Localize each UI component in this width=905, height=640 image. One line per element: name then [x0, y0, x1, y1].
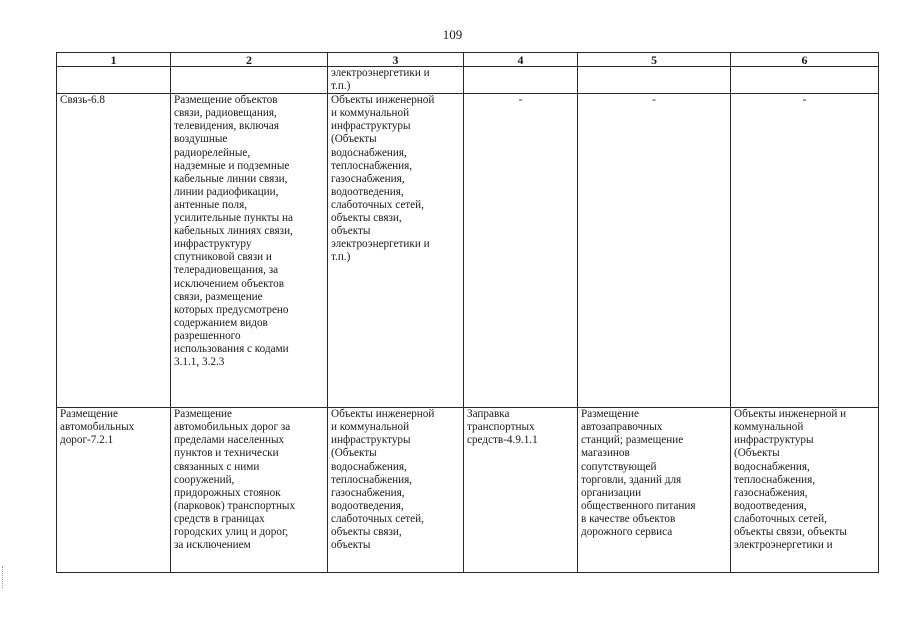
cell-text-line: воздушные: [174, 133, 228, 146]
cell-text-line: Размещение объектов: [174, 94, 278, 107]
cell-text-line: и коммунальной: [331, 107, 410, 120]
cell-text-line: которых предусмотрено: [174, 303, 289, 316]
page-number: 109: [442, 27, 463, 42]
cell-text-line: линии радиофикации,: [174, 185, 279, 198]
cell-text-line: станций; размещение: [581, 434, 684, 447]
usage-type-cell: [57, 408, 171, 573]
cell-text-line: объекты связи, объекты: [734, 526, 847, 539]
column-header: 2: [171, 53, 328, 67]
cell-text-line: водоотведения,: [331, 185, 404, 198]
cell-text-line: усилительные пункты на: [174, 212, 293, 225]
cell-text-line: сопутствующей: [581, 460, 657, 473]
cell-text-line: газоснабжения,: [331, 486, 405, 499]
table-header-row: [57, 53, 879, 67]
cell-text-line: общественного питания: [581, 499, 696, 512]
column-header: 3: [328, 53, 464, 67]
cell-text-line: теплоснабжения,: [331, 473, 413, 486]
cell-text-line: -: [802, 94, 807, 107]
column-header: 1: [57, 53, 171, 67]
cell-text-line: Заправка: [467, 408, 510, 421]
cell-text-line: средств-4.9.1.1: [467, 434, 538, 447]
cell-text-line: Объекты инженерной и: [734, 408, 847, 421]
cell-text-line: автомобильных: [60, 421, 135, 434]
cell-text-line: разрешенного: [174, 329, 241, 342]
conditional-use-cell: [464, 94, 578, 408]
cell-text-line: пределами населенных: [174, 434, 285, 447]
cell-text-line: телевидения, включая: [174, 120, 280, 133]
cell-text-line: радиорелейные,: [174, 146, 251, 159]
conditional-auxiliary-cell: [731, 94, 879, 408]
cell-text-line: и коммунальной: [331, 421, 410, 434]
cell-text-line: электроэнергетики и: [331, 238, 430, 251]
regulation-table: [56, 52, 879, 573]
usage-type-cell: [57, 67, 171, 94]
cell-text-line: водоотведения,: [734, 499, 807, 512]
cell-text-line: инфраструктуры: [331, 434, 411, 447]
conditional-use-cell: [464, 408, 578, 573]
cell-text-line: Размещение: [174, 408, 233, 421]
cell-text-line: в качестве объектов: [581, 512, 676, 525]
cell-text-line: пунктов и технически: [174, 447, 279, 460]
cell-text-line: связанных с ними: [174, 460, 260, 473]
cell-text-line: средств в границах: [174, 512, 265, 525]
cell-text-line: электроэнергетики и: [734, 539, 833, 552]
cell-text-line: использования с кодами: [174, 342, 289, 355]
cell-text-line: слаботочных сетей,: [734, 512, 827, 525]
cell-text-line: инфраструктуры: [331, 120, 411, 133]
cell-text-line: дорог-7.2.1: [60, 434, 114, 447]
cell-text-line: слаботочных сетей,: [331, 512, 424, 525]
scan-margin-mark: [2, 566, 6, 588]
cell-text-line: Размещение: [60, 408, 119, 421]
column-header: 6: [731, 53, 879, 67]
cell-text-line: надземные и подземные: [174, 159, 290, 172]
cell-text-line: 3.1.1, 3.2.3: [174, 356, 225, 369]
cell-text-line: связи, размещение: [174, 290, 263, 303]
conditional-description-cell: [578, 408, 731, 573]
cell-text-line: антенные поля,: [174, 198, 248, 211]
cell-text-line: объекты связи,: [331, 212, 402, 225]
cell-text-line: водоснабжения,: [734, 460, 810, 473]
cell-text-line: содержанием видов: [174, 316, 268, 329]
cell-text-line: (парковок) транспортных: [174, 499, 296, 512]
conditional-auxiliary-cell: [731, 408, 879, 573]
table-row: [57, 408, 879, 573]
conditional-description-cell: [578, 67, 731, 94]
cell-text-line: кабельных линиях связи,: [174, 225, 293, 238]
cell-text-line: -: [652, 94, 656, 107]
cell-text-line: городских улиц и дорог,: [174, 526, 289, 539]
cell-text-line: т.п.): [331, 251, 351, 264]
cell-text-line: объекты: [331, 539, 371, 552]
usage-type-cell: [57, 94, 171, 408]
cell-text-line: магазинов: [581, 447, 630, 460]
cell-text-line: дорожного сервиса: [581, 526, 673, 539]
cell-text-line: кабельные линии связи,: [174, 172, 288, 185]
column-header: 5: [578, 53, 731, 67]
cell-text-line: теплоснабжения,: [331, 159, 413, 172]
auxiliary-objects-cell: [328, 67, 464, 94]
cell-text-line: объекты: [331, 225, 371, 238]
cell-text-line: транспортных: [467, 421, 535, 434]
auxiliary-objects-cell: [328, 94, 464, 408]
conditional-auxiliary-cell: [731, 67, 879, 94]
cell-text-line: водоснабжения,: [331, 460, 407, 473]
column-header: 4: [464, 53, 578, 67]
conditional-use-cell: [464, 67, 578, 94]
cell-text-line: газоснабжения,: [331, 172, 405, 185]
cell-text-line: электроэнергетики и: [331, 67, 430, 79]
cell-text-line: Связь-6.8: [60, 94, 105, 107]
cell-text-line: связи, радиовещания,: [174, 107, 277, 120]
cell-text-line: автомобильных дорог за: [174, 421, 291, 434]
cell-text-line: инфраструктуру: [174, 238, 252, 251]
conditional-description-cell: [578, 94, 731, 408]
cell-text-line: (Объекты: [331, 447, 377, 460]
cell-text-line: (Объекты: [734, 447, 780, 460]
cell-text-line: Объекты инженерной: [331, 94, 435, 107]
cell-text-line: -: [518, 94, 523, 107]
usage-description-cell: [171, 94, 328, 408]
cell-text-line: спутниковой связи и: [174, 251, 272, 264]
table-row: [57, 94, 879, 408]
cell-text-line: (Объекты: [331, 133, 377, 146]
cell-text-line: автозаправочных: [581, 421, 663, 434]
cell-text-line: теплоснабжения,: [734, 473, 816, 486]
cell-text-line: исключением объектов: [174, 277, 284, 290]
cell-text-line: придорожных стоянок: [174, 486, 281, 499]
cell-text-line: слаботочных сетей,: [331, 198, 424, 211]
cell-text-line: инфраструктуры: [734, 434, 814, 447]
cell-text-line: Размещение: [581, 408, 640, 421]
usage-description-cell: [171, 67, 328, 94]
cell-text-line: водоснабжения,: [331, 146, 407, 159]
cell-text-line: сооружений,: [174, 473, 235, 486]
cell-text-line: коммунальной: [734, 421, 804, 434]
cell-text-line: за исключением: [174, 539, 251, 552]
cell-text-line: газоснабжения,: [734, 486, 808, 499]
cell-text-line: объекты связи,: [331, 526, 402, 539]
cell-text-line: торговли, зданий для: [581, 473, 682, 486]
table-row: [57, 67, 879, 94]
usage-description-cell: [171, 408, 328, 573]
auxiliary-objects-cell: [328, 408, 464, 573]
cell-text-line: водоотведения,: [331, 499, 404, 512]
cell-text-line: т.п.): [331, 80, 351, 93]
cell-text-line: телерадиовещания, за: [174, 264, 279, 277]
cell-text-line: Объекты инженерной: [331, 408, 435, 421]
cell-text-line: организации: [581, 486, 642, 499]
